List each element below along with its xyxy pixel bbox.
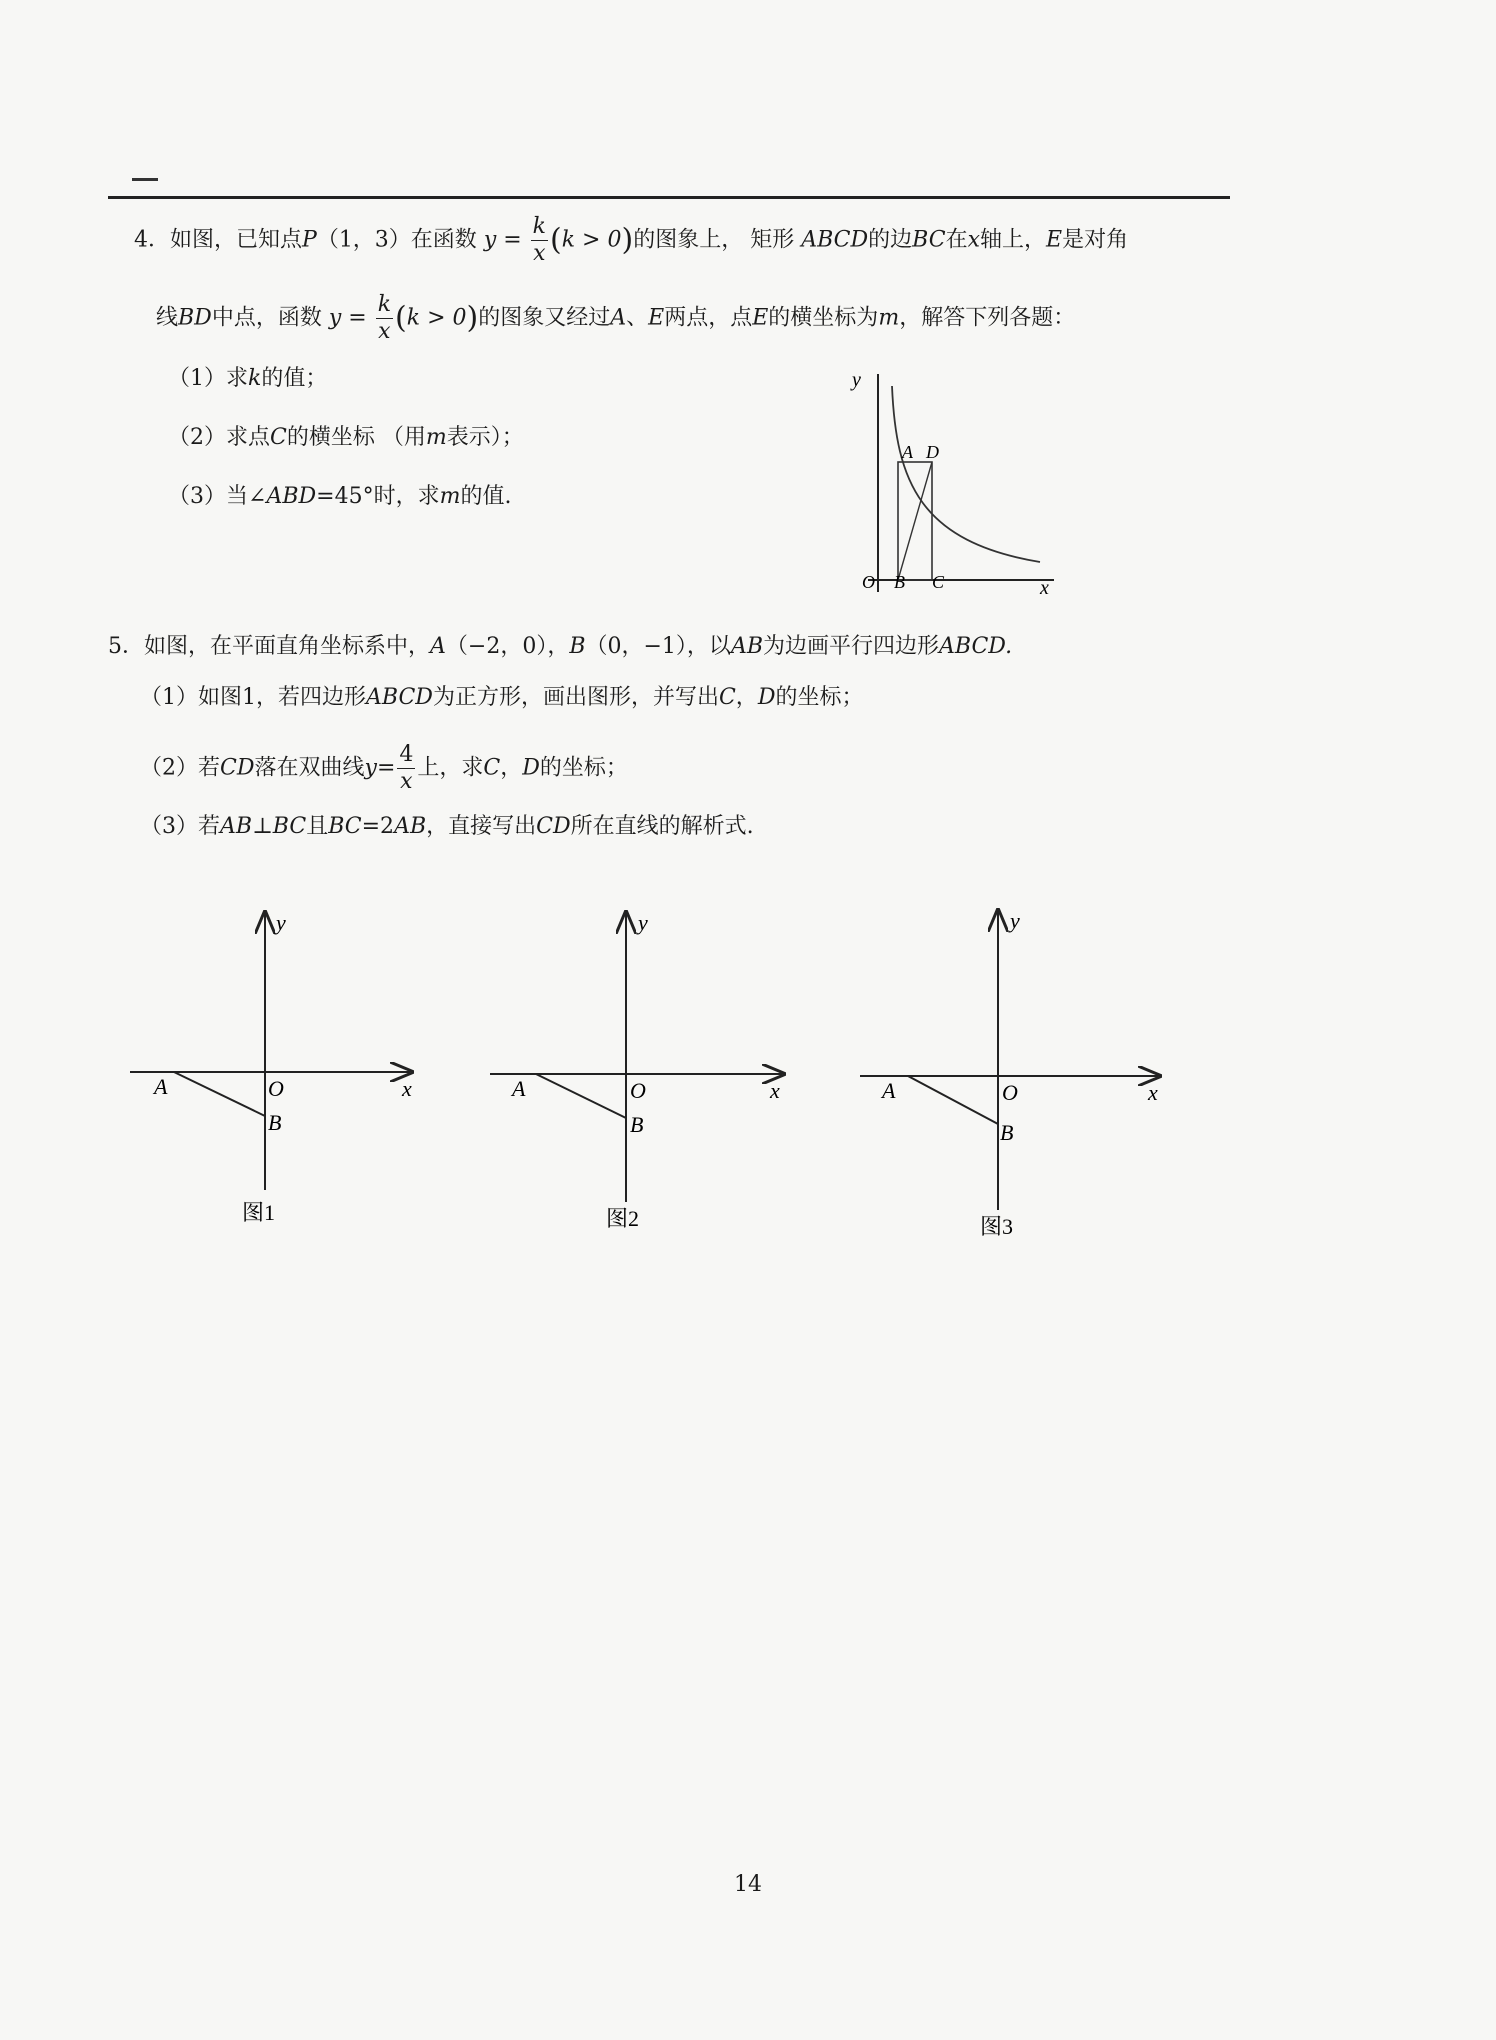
q4-var: ABD [266,484,317,509]
q4-hyperbola [892,386,1040,562]
q4-sub1 [168,364,327,394]
q4-text: 中点，函数 [211,305,322,331]
q5-text: ， [735,685,758,710]
q4-text: 是对角 [1062,227,1129,253]
frac-den: x [533,241,546,266]
q4-text: 表示）； [446,425,524,450]
q5-sub1 [140,683,863,713]
q4-line2 [156,292,1075,345]
q4-sub3 [168,482,511,512]
q5-var: AB [394,814,427,839]
q4-text: 的值. [460,484,512,509]
q4-var: k [248,366,262,391]
q4-var: m [425,425,447,450]
q5-f2-label-B: B [630,1112,644,1137]
q4-var: E [648,305,665,331]
q5-var: C [483,755,501,781]
q4-text: 轴上， [980,227,1047,253]
q5-line1 [108,632,1012,662]
q4-func-y: y = [483,227,522,253]
paren: ( [550,222,562,258]
q4-var: E [1046,227,1063,253]
q4-text: 两点，点 [664,305,753,331]
q4-label-y: y [852,369,861,391]
paren: ) [621,222,634,258]
q5-text: （0，−1），以 [585,634,731,659]
q4-text: ，解答下列各题： [899,305,1076,331]
q4-text: 的图象又经过 [478,305,611,331]
q5-f1-label-x: x [402,1076,412,1101]
q4-var: m [439,484,461,509]
q5-var: y [364,755,377,781]
q5-sub3 [140,812,754,842]
q5-sub2 [140,742,628,795]
q5-text: （−2，0）， [445,634,570,659]
q5-text: 为边画平行四边形 [763,634,940,659]
q5-var: D [757,685,776,710]
q5-var: ABCD. [939,634,1013,659]
q4-text: =45°时，求 [316,484,440,509]
q5-f2-label-x: x [770,1078,780,1103]
q5-f2-label-O: O [630,1078,646,1103]
q5-var: CD [220,755,255,781]
q4-cond: k > 0 [561,227,622,253]
q4-text: 4．如图，已知点 [134,227,302,253]
q5-figure-1 [120,900,440,1240]
q5-f3-label-O: O [1002,1080,1018,1105]
q4-label-A: A [902,442,913,462]
q4-diagonal [898,462,932,580]
q5-figure-3 [850,900,1180,1240]
q5-var: D [522,755,540,781]
q4-var: P [302,227,317,253]
q4-func-y: y = [328,305,367,331]
q5-text: 为正方形，画出图形，并写出 [432,685,719,710]
q4-var: x [967,227,981,253]
q5-var: C [718,685,736,710]
q5-f3-label-A: A [882,1078,896,1103]
q5-f1-label-y: y [276,910,286,935]
header-rule [108,196,1230,199]
frac-den: x [378,319,391,344]
q4-text: （2）求点 [168,425,270,450]
q5-f3-label-y: y [1010,908,1020,933]
q5-text: = [376,755,396,781]
q5-var: CD [536,814,571,839]
q4-var: A [610,305,627,331]
q5-f2-label-y: y [638,910,648,935]
q4-text: 线 [156,305,179,331]
q5-text: ，直接写出 [426,814,537,839]
q5-f3-caption: 图3 [980,1214,1014,1239]
q4-cond: k > 0 [406,305,467,331]
q5-f1-label-O: O [268,1076,284,1101]
q4-text: 的横坐标为 [768,305,879,331]
q4-text: （1，3）在函数 [316,227,477,253]
q5-text: （3）若 [140,814,220,839]
q5-f1-label-A: A [154,1074,168,1099]
q5-f1-segment-AB [174,1072,265,1116]
q4-var: BD [178,305,212,331]
q5-f3-label-x: x [1148,1080,1158,1105]
q5-var: AB [220,814,253,839]
q5-text: =2 [361,814,395,839]
q4-text: （1）求 [168,366,248,391]
q4-text: 的边 [868,227,913,253]
q4-text: 的值； [261,366,328,391]
q5-text: 且 [306,814,329,839]
q4-text: （3）当∠ [168,484,267,509]
q4-var: C [270,425,287,450]
q5-var: B [569,634,586,659]
q4-var: E [752,305,769,331]
q4-sub2 [168,423,524,453]
q5-text: （1）如图1，若四边形 [140,685,366,710]
paren: ( [395,300,407,336]
q5-text: 所在直线的解析式. [570,814,754,839]
q4-text: 在 [945,227,968,253]
q5-var: BC [328,814,362,839]
q4-figure [840,362,1070,602]
q4-line1 [134,214,1128,267]
q5-f3-label-B: B [1000,1120,1014,1145]
q5-text: 的坐标； [539,755,628,781]
q4-fraction [531,214,548,267]
q4-label-O: O [862,572,875,592]
frac-den: x [400,769,413,794]
frac-num: 4 [399,742,414,767]
q4-text: 、 [626,305,649,331]
q4-text: 的横坐标 （用 [286,425,426,450]
q4-text: 的图象上， 矩形 [633,227,795,253]
q5-var: ABCD [366,685,433,710]
q5-var: AB [730,634,763,659]
q4-var: m [878,305,900,331]
q5-f3-segment-AB [908,1076,998,1124]
q5-f1-label-B: B [268,1110,282,1135]
header-mark [132,178,158,181]
q5-text: 的坐标； [775,685,864,710]
q5-f2-segment-AB [536,1074,626,1118]
q4-label-B: B [894,572,905,592]
q4-var: BC [912,227,946,253]
q5-fraction [397,742,415,795]
q5-f2-label-A: A [512,1076,526,1101]
frac-num: k [532,214,547,239]
frac-num: k [377,292,392,317]
q5-text: ⊥ [252,814,273,839]
q5-var: BC [272,814,307,839]
q5-var: A [430,634,446,659]
q4-label-C: C [932,572,945,592]
q5-text: 上，求 [417,755,484,781]
q5-f2-caption: 图2 [606,1206,640,1231]
q5-figure-2 [480,900,800,1240]
q4-fraction [376,292,393,345]
q5-text: ， [500,755,523,781]
q5-text: 落在双曲线 [254,755,365,781]
q5-text: 5．如图，在平面直角坐标系中， [108,634,430,659]
q5-text: （2）若 [140,755,220,781]
paren: ) [466,300,479,336]
q4-label-D: D [926,442,939,462]
q4-label-x: x [1040,577,1049,599]
page-number: 14 [734,1872,762,1897]
q4-var: ABCD [801,227,869,253]
q5-f1-caption: 图1 [242,1200,276,1225]
